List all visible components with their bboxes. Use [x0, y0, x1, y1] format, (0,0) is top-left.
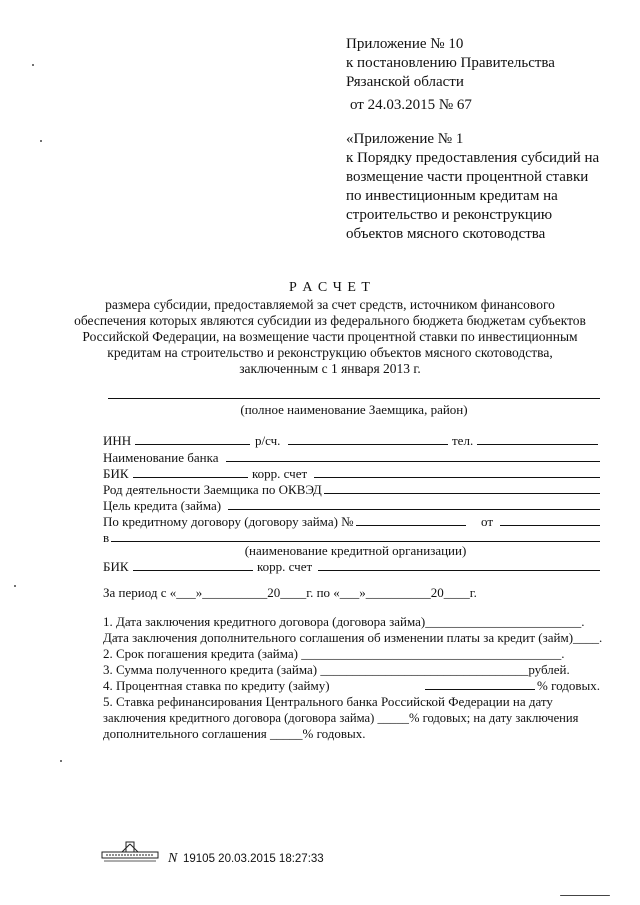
- contract-date-field: [500, 525, 600, 526]
- sub-appendix-line4: по инвестиционным кредитам на: [346, 188, 558, 204]
- title-line-1: размера субсидии, предоставляемой за счет средств, источником финансового: [105, 297, 555, 312]
- bik2-field: [133, 570, 253, 571]
- tel-field: [477, 444, 598, 445]
- scan-speck: [14, 585, 16, 587]
- sub-appendix-number: «Приложение № 1: [346, 131, 464, 147]
- borrower-caption: (полное наименование Заемщика, район): [240, 402, 468, 417]
- item-3: 3. Сумма полученного кредита (займа) ________________________________рублей.: [103, 662, 570, 677]
- item-1: 1. Дата заключения кредитного договора (договора займа)________________________.: [103, 614, 585, 629]
- registry-logo-icon: [100, 838, 160, 864]
- sub-appendix-line2: к Порядку предоставления субсидий на: [346, 150, 600, 166]
- borrower-name-line: [108, 398, 600, 399]
- title-line-4: кредитам на строительство и реконструкцию объектов мясного скотоводства,: [107, 345, 553, 360]
- item-2: 2. Срок погашения кредита (займа) ________________________________________.: [103, 646, 565, 661]
- sub-appendix-line3: возмещение части процентной ставки: [346, 169, 589, 185]
- sub-appendix-line6: объектов мясного скотоводства: [346, 226, 546, 242]
- item-5-line1: 5. Ставка рефинансирования Центрального банка Российской Федерации на дату: [103, 694, 553, 709]
- bank-name-label: Наименование банка: [103, 450, 219, 465]
- contract-label: По кредитному договору (договору займа) №: [103, 514, 354, 529]
- okved-field: [324, 493, 600, 494]
- korr2-label: корр. счет: [257, 559, 313, 574]
- bank-name-field: [226, 461, 600, 462]
- bik-label: БИК: [103, 466, 129, 481]
- document-title: Р А С Ч Е Т: [289, 280, 371, 295]
- appendix-region: Рязанской области: [346, 74, 464, 90]
- scan-speck: [40, 140, 42, 142]
- purpose-field: [228, 509, 600, 510]
- korr-field: [314, 477, 600, 478]
- korr-label: корр. счет: [252, 466, 308, 481]
- scan-speck: [60, 760, 62, 762]
- doc-stamp: 19105 20.03.2015 18:27:33: [183, 853, 324, 865]
- scan-speck: [32, 64, 34, 66]
- purpose-label: Цель кредита (займа): [103, 498, 222, 513]
- bik-field: [133, 477, 248, 478]
- item-5-line3: дополнительного соглашения _____% годовых.: [103, 726, 366, 741]
- okved-label: Род деятельности Заемщика по ОКВЭД: [103, 482, 322, 497]
- contract-number-field: [356, 525, 466, 526]
- korr2-field: [318, 570, 600, 571]
- scan-speck: [560, 895, 610, 896]
- rs-label: р/сч.: [255, 433, 281, 448]
- sub-appendix-line5: строительство и реконструкцию: [346, 207, 553, 223]
- credit-org-caption: (наименование кредитной организации): [244, 543, 467, 558]
- title-line-2: обеспечения которых являются субсидии из федерального бюджета бюджетам субъектов: [74, 313, 586, 328]
- inn-field: [135, 444, 250, 445]
- contract-from-label: от: [481, 514, 494, 529]
- title-line-5: заключенным с 1 января 2013 г.: [239, 361, 421, 376]
- in-label: в: [103, 530, 110, 545]
- appendix-number: Приложение № 10: [346, 36, 464, 52]
- item-1b: Дата заключения дополнительного соглашения об изменении платы за кредит (займ)____.: [103, 630, 603, 645]
- item-5-line2: заключения кредитного договора (договора займа) _____% годовых; на дату заключения: [103, 711, 579, 725]
- appendix-date: от 24.03.2015 № 67: [350, 97, 472, 113]
- rs-field: [288, 444, 448, 445]
- period-line: За период с «___»__________20____г. по «___»__________20____г.: [103, 585, 477, 600]
- bik2-label: БИК: [103, 559, 129, 574]
- item-4-rate-field: [425, 689, 535, 690]
- inn-label: ИНН: [103, 433, 132, 448]
- tel-label: тел.: [452, 433, 474, 448]
- credit-org-field: [111, 541, 600, 542]
- appendix-resolution: к постановлению Правительства: [346, 55, 555, 71]
- title-line-3: Российской Федерации, на возмещение части процентной ставки по инвестиционным: [82, 329, 578, 344]
- doc-mark: N: [168, 851, 178, 866]
- item-4-unit: % годовых.: [537, 678, 600, 693]
- item-4-label: 4. Процентная ставка по кредиту (займу): [103, 678, 330, 693]
